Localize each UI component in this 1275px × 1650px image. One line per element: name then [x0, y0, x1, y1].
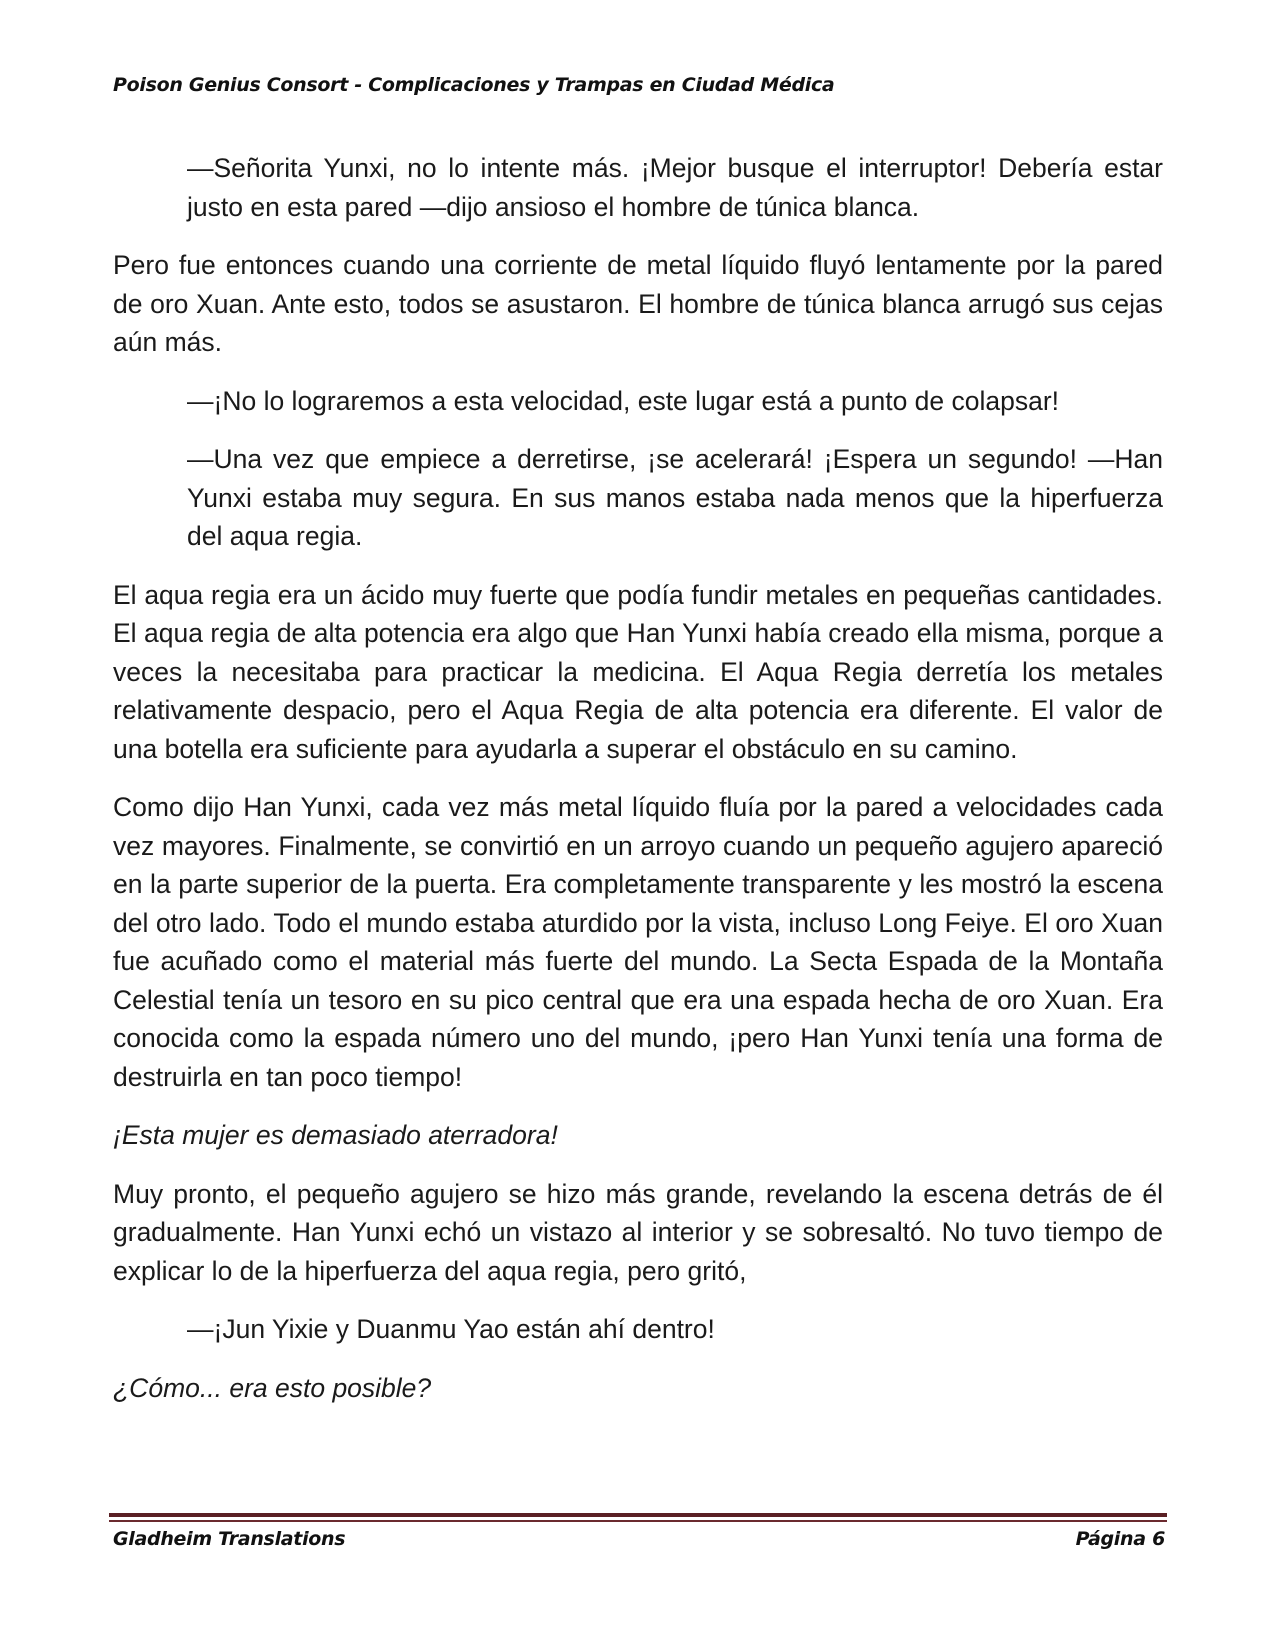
footer-publisher: Gladheim Translations — [113, 1528, 346, 1550]
paragraph-2: Pero fue entonces cuando una corriente de metal líquido fluyó lentamente por la pared de oro Xuan. Ante esto, todos se asustaron. El hombre de túnica blanca arrugó sus cejas aún más. — [113, 250, 1163, 357]
paragraph-6: Como dijo Han Yunxi, cada vez más metal líquido fluía por la pared a velocidades cada vez mayores. Finalmente, se convirtió en un arroyo cuando un pequeño agujero apareció en la parte superior de la puerta. Era completamente transparente y les mostró la escena del otro lado. Todo el mundo estaba aturdido por la vista, incluso Long Feiye. El oro Xuan fue acuñado como el material más fuerte del mundo. La Secta Espada de la Montaña Celestial tenía un tesoro en su pico central que era una espada hecha de oro Xuan. Era conocida como la espada número uno del mundo, ¡pero Han Yunxi tenía una forma de destruirla en tan poco tiempo! — [113, 792, 1163, 1092]
page-header-title: Poison Genius Consort - Complicaciones y Trampas en Ciudad Médica — [113, 74, 835, 96]
paragraph-9: —¡Jun Yixie y Duanmu Yao están ahí dentro! — [187, 1314, 715, 1344]
paragraph-10: ¿Cómo... era esto posible? — [113, 1372, 432, 1403]
footer-rule-thin — [109, 1520, 1167, 1522]
paragraph-1: —Señorita Yunxi, no lo intente más. ¡Mejor busque el interruptor! Debería estar justo en esta pared —dijo ansioso el hombre de túnica blanca. — [187, 153, 1163, 222]
footer-rule-thick — [109, 1513, 1167, 1517]
document-body — [113, 149, 1163, 1427]
paragraph-4: —Una vez que empiece a derretirse, ¡se acelerará! ¡Espera un segundo! —Han Yunxi estaba muy segura. En sus manos estaba nada menos que la hiperfuerza del aqua regia. — [187, 444, 1163, 551]
paragraph-7: ¡Esta mujer es demasiado aterradora! — [113, 1120, 558, 1150]
paragraph-3: —¡No lo lograremos a esta velocidad, este lugar está a punto de colapsar! — [187, 385, 1060, 416]
paragraph-8: Muy pronto, el pequeño agujero se hizo más grande, revelando la escena detrás de él gradualmente. Han Yunxi echó un vistazo al interior y se sobresaltó. No tuvo tiempo de explicar lo de la hiperfuerza del aqua regia, pero gritó, — [113, 1178, 1163, 1286]
footer-page-number: Página 6 — [1075, 1528, 1165, 1550]
paragraph-5: El aqua regia era un ácido muy fuerte que podía fundir metales en pequeñas cantidades. El aqua regia de alta potencia era algo que Han Yunxi había creado ella misma, porque a veces la necesitaba para practicar la medicina. El Aqua Regia derretía los metales relativamente despacio, pero el Aqua Regia de alta potencia era diferente. El valor de una botella era suficiente para ayudarla a superar el obstáculo en su camino. — [113, 579, 1163, 764]
